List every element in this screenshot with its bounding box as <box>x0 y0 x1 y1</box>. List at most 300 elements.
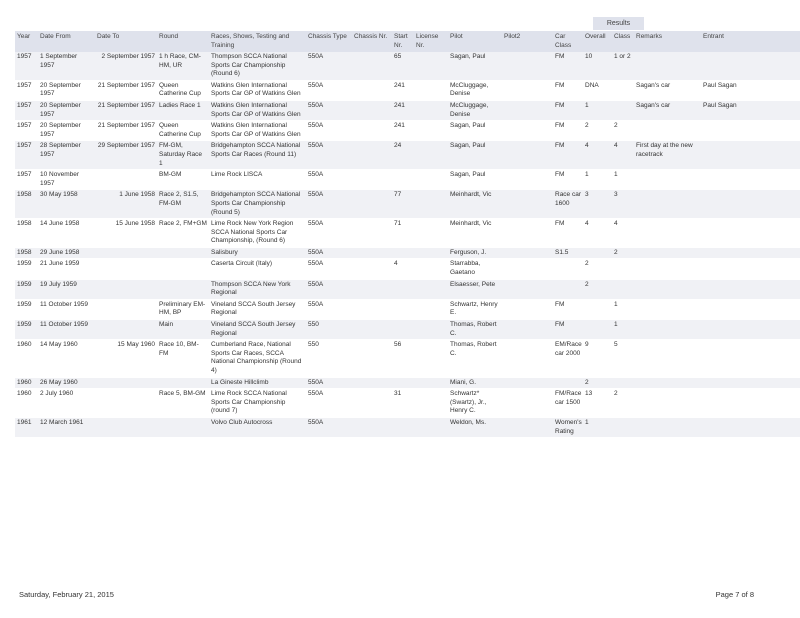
cell-chassis-nr <box>352 121 392 141</box>
cell-date-from: 20 September 1957 <box>38 80 95 100</box>
cell-pilot2 <box>502 299 553 319</box>
cell-remarks <box>634 320 701 340</box>
cell-pilot: Ferguson, J. <box>448 247 502 259</box>
col-header-start-nr: Start Nr. <box>392 31 414 52</box>
cell-overall <box>583 320 612 340</box>
cell-pilot2 <box>502 100 553 120</box>
cell-remarks <box>634 259 701 279</box>
cell-car-class <box>553 377 583 389</box>
cell-license-nr <box>414 417 448 437</box>
cell-class <box>612 100 634 120</box>
table-row <box>15 279 800 299</box>
cell-entrant: Paul Sagan <box>701 80 800 100</box>
cell-chassis-type: 550A <box>306 389 352 418</box>
cell-overall: 4 <box>583 141 612 170</box>
cell-entrant <box>701 170 800 190</box>
cell-round: FM-GM, Saturday Race 1 <box>157 141 209 170</box>
cell-round <box>157 279 209 299</box>
cell-car-class: EM/Race car 2000 <box>553 340 583 377</box>
cell-chassis-nr <box>352 100 392 120</box>
cell-start-nr: 31 <box>392 389 414 418</box>
cell-year: 1957 <box>15 52 38 80</box>
cell-start-nr: 56 <box>392 340 414 377</box>
cell-overall: 9 <box>583 340 612 377</box>
cell-pilot2 <box>502 377 553 389</box>
cell-round: Race 5, BM-GM <box>157 389 209 418</box>
cell-pilot: Schwartz, Henry E. <box>448 299 502 319</box>
cell-remarks <box>634 299 701 319</box>
cell-car-class <box>553 259 583 279</box>
cell-entrant <box>701 299 800 319</box>
cell-pilot2 <box>502 80 553 100</box>
col-header-races: Races, Shows, Testing and Training <box>209 31 306 52</box>
cell-date-to <box>95 417 157 437</box>
cell-class: 2 <box>612 247 634 259</box>
cell-remarks <box>634 52 701 80</box>
cell-races: Watkins Glen International Sports Car GP of Watkins Glen <box>209 80 306 100</box>
cell-pilot: Sagan, Paul <box>448 52 502 80</box>
col-header-date-to: Date To <box>95 31 157 52</box>
cell-entrant <box>701 259 800 279</box>
cell-start-nr <box>392 417 414 437</box>
cell-year: 1959 <box>15 279 38 299</box>
table-row <box>15 320 800 340</box>
cell-date-to: 1 June 1958 <box>95 190 157 219</box>
cell-date-from: 26 May 1960 <box>38 377 95 389</box>
cell-chassis-type: 550A <box>306 52 352 80</box>
cell-date-from: 21 June 1959 <box>38 259 95 279</box>
cell-car-class: FM <box>553 100 583 120</box>
cell-date-from: 2 July 1960 <box>38 389 95 418</box>
cell-date-to <box>95 299 157 319</box>
cell-chassis-type: 550A <box>306 247 352 259</box>
cell-entrant <box>701 190 800 219</box>
cell-date-from: 28 September 1957 <box>38 141 95 170</box>
cell-chassis-nr <box>352 340 392 377</box>
cell-pilot: Starrabba, Gaetano <box>448 259 502 279</box>
cell-license-nr <box>414 170 448 190</box>
cell-car-class: FM <box>553 320 583 340</box>
cell-chassis-nr <box>352 80 392 100</box>
col-header-pilot: Pilot <box>448 31 502 52</box>
table-row <box>15 259 800 279</box>
cell-class: 1 <box>612 299 634 319</box>
cell-date-from: 12 March 1961 <box>38 417 95 437</box>
cell-class <box>612 377 634 389</box>
cell-car-class: FM <box>553 170 583 190</box>
cell-round: Main <box>157 320 209 340</box>
cell-entrant <box>701 320 800 340</box>
cell-chassis-type: 550A <box>306 279 352 299</box>
cell-license-nr <box>414 219 448 248</box>
cell-car-class: FM <box>553 219 583 248</box>
cell-pilot: McCluggage, Denise <box>448 100 502 120</box>
cell-year: 1961 <box>15 417 38 437</box>
cell-remarks <box>634 340 701 377</box>
cell-chassis-type: 550A <box>306 100 352 120</box>
cell-class: 2 <box>612 389 634 418</box>
cell-year: 1958 <box>15 190 38 219</box>
col-header-car-class: Car Class <box>553 31 583 52</box>
cell-chassis-type: 550A <box>306 121 352 141</box>
race-results-table <box>15 31 800 438</box>
cell-class <box>612 417 634 437</box>
cell-start-nr: 241 <box>392 100 414 120</box>
cell-car-class: Women's Rating <box>553 417 583 437</box>
cell-date-from: 20 September 1957 <box>38 100 95 120</box>
cell-overall: 1 <box>583 417 612 437</box>
cell-pilot2 <box>502 279 553 299</box>
col-header-chassis-type: Chassis Type <box>306 31 352 52</box>
cell-class: 1 or 2 <box>612 52 634 80</box>
table-row <box>15 170 800 190</box>
cell-license-nr <box>414 190 448 219</box>
table-row <box>15 377 800 389</box>
cell-year: 1959 <box>15 259 38 279</box>
cell-entrant: Paul Sagan <box>701 100 800 120</box>
cell-car-class: FM <box>553 299 583 319</box>
cell-pilot2 <box>502 247 553 259</box>
cell-overall: 2 <box>583 377 612 389</box>
cell-year: 1960 <box>15 340 38 377</box>
cell-races: La Gineste Hillclimb <box>209 377 306 389</box>
cell-chassis-type: 550A <box>306 299 352 319</box>
cell-chassis-nr <box>352 259 392 279</box>
cell-start-nr: 241 <box>392 121 414 141</box>
cell-pilot: Sagan, Paul <box>448 141 502 170</box>
cell-pilot: McCluggage, Denise <box>448 80 502 100</box>
cell-remarks <box>634 279 701 299</box>
col-header-license-nr: License Nr. <box>414 31 448 52</box>
cell-pilot2 <box>502 340 553 377</box>
cell-chassis-type: 550A <box>306 190 352 219</box>
cell-chassis-nr <box>352 52 392 80</box>
table-row <box>15 100 800 120</box>
table-row <box>15 190 800 219</box>
cell-date-from: 14 May 1960 <box>38 340 95 377</box>
cell-license-nr <box>414 389 448 418</box>
cell-license-nr <box>414 299 448 319</box>
cell-date-to <box>95 247 157 259</box>
cell-pilot: Weldon, Ms. <box>448 417 502 437</box>
cell-races: Caserta Circuit (Italy) <box>209 259 306 279</box>
cell-year: 1957 <box>15 80 38 100</box>
cell-pilot2 <box>502 141 553 170</box>
col-header-date-from: Date From <box>38 31 95 52</box>
cell-pilot2 <box>502 219 553 248</box>
cell-year: 1957 <box>15 121 38 141</box>
cell-date-from: 1 September 1957 <box>38 52 95 80</box>
cell-overall: 1 <box>583 100 612 120</box>
cell-entrant <box>701 377 800 389</box>
col-header-year: Year <box>15 31 38 52</box>
col-header-entrant: Entrant <box>701 31 800 52</box>
table-row <box>15 121 800 141</box>
cell-chassis-nr <box>352 320 392 340</box>
cell-pilot: Sagan, Paul <box>448 121 502 141</box>
cell-entrant <box>701 389 800 418</box>
cell-car-class: FM <box>553 52 583 80</box>
cell-entrant <box>701 52 800 80</box>
cell-license-nr <box>414 141 448 170</box>
cell-date-from: 10 November 1957 <box>38 170 95 190</box>
col-header-overall: Overall <box>583 31 612 52</box>
cell-overall: 3 <box>583 190 612 219</box>
cell-pilot2 <box>502 259 553 279</box>
cell-races: Volvo Club Autocross <box>209 417 306 437</box>
cell-start-nr <box>392 299 414 319</box>
cell-chassis-nr <box>352 141 392 170</box>
cell-entrant <box>701 279 800 299</box>
table-row <box>15 389 800 418</box>
table-row <box>15 141 800 170</box>
cell-races: Lime Rock New York Region SCCA National Sports Car Championship, (Round 6) <box>209 219 306 248</box>
cell-races: Watkins Glen International Sports Car GP of Watkins Glen <box>209 121 306 141</box>
cell-year: 1957 <box>15 141 38 170</box>
cell-round: BM-GM <box>157 170 209 190</box>
cell-year: 1960 <box>15 377 38 389</box>
cell-chassis-nr <box>352 247 392 259</box>
cell-entrant <box>701 121 800 141</box>
cell-license-nr <box>414 247 448 259</box>
cell-date-from: 11 October 1959 <box>38 320 95 340</box>
cell-round: Queen Catherine Cup <box>157 121 209 141</box>
cell-chassis-type: 550A <box>306 259 352 279</box>
cell-round: Race 2, FM+GM <box>157 219 209 248</box>
col-header-pilot2: Pilot2 <box>502 31 553 52</box>
cell-date-to: 29 September 1957 <box>95 141 157 170</box>
cell-car-class: FM <box>553 80 583 100</box>
cell-pilot2 <box>502 417 553 437</box>
cell-pilot2 <box>502 52 553 80</box>
cell-year: 1957 <box>15 170 38 190</box>
cell-pilot: Schwartz*(Swartz), Jr., Henry C. <box>448 389 502 418</box>
cell-remarks <box>634 247 701 259</box>
cell-remarks <box>634 377 701 389</box>
cell-races: Thompson SCCA New York Regional <box>209 279 306 299</box>
cell-entrant <box>701 141 800 170</box>
cell-license-nr <box>414 320 448 340</box>
cell-chassis-type: 550A <box>306 80 352 100</box>
cell-overall: 4 <box>583 219 612 248</box>
cell-class: 4 <box>612 141 634 170</box>
cell-chassis-type: 550 <box>306 340 352 377</box>
cell-remarks <box>634 121 701 141</box>
cell-start-nr: 71 <box>392 219 414 248</box>
cell-car-class <box>553 279 583 299</box>
cell-pilot: Meinhardt, Vic <box>448 219 502 248</box>
cell-chassis-nr <box>352 170 392 190</box>
cell-start-nr: 4 <box>392 259 414 279</box>
cell-round <box>157 259 209 279</box>
cell-races: Cumberland Race, National Sports Car Races, SCCA National Championship (Round 4) <box>209 340 306 377</box>
cell-chassis-nr <box>352 190 392 219</box>
cell-car-class: Race car 1600 <box>553 190 583 219</box>
cell-chassis-nr <box>352 279 392 299</box>
cell-year: 1958 <box>15 219 38 248</box>
cell-races: Bridgehampton SCCA National Sports Car Championship (Round 5) <box>209 190 306 219</box>
cell-license-nr <box>414 279 448 299</box>
results-group-header: Results <box>593 17 644 30</box>
cell-start-nr <box>392 170 414 190</box>
table-row <box>15 417 800 437</box>
cell-start-nr: 77 <box>392 190 414 219</box>
cell-class: 1 <box>612 320 634 340</box>
cell-races: Bridgehampton SCCA National Sports Car Races (Round 11) <box>209 141 306 170</box>
cell-round: Preliminary EM-HM, BP <box>157 299 209 319</box>
cell-remarks: Sagan's car <box>634 100 701 120</box>
cell-pilot: Thomas, Robert C. <box>448 320 502 340</box>
cell-pilot: Thomas, Robert C. <box>448 340 502 377</box>
table-row <box>15 340 800 377</box>
footer-date: Saturday, February 21, 2015 <box>19 590 114 599</box>
cell-license-nr <box>414 121 448 141</box>
cell-year: 1960 <box>15 389 38 418</box>
cell-year: 1958 <box>15 247 38 259</box>
cell-pilot2 <box>502 389 553 418</box>
footer-page-number: Page 7 of 8 <box>715 590 754 599</box>
cell-year: 1957 <box>15 100 38 120</box>
cell-start-nr: 241 <box>392 80 414 100</box>
cell-start-nr: 24 <box>392 141 414 170</box>
cell-pilot: Elsaesser, Pete <box>448 279 502 299</box>
cell-chassis-type: 550A <box>306 417 352 437</box>
cell-class: 3 <box>612 190 634 219</box>
table-row <box>15 219 800 248</box>
cell-date-to <box>95 377 157 389</box>
cell-date-to <box>95 320 157 340</box>
cell-start-nr <box>392 320 414 340</box>
cell-date-from: 14 June 1958 <box>38 219 95 248</box>
cell-chassis-type: 550A <box>306 219 352 248</box>
table-row <box>15 299 800 319</box>
cell-car-class: FM <box>553 121 583 141</box>
cell-round <box>157 247 209 259</box>
cell-round: Race 10, BM-FM <box>157 340 209 377</box>
cell-remarks <box>634 417 701 437</box>
cell-round <box>157 417 209 437</box>
cell-remarks <box>634 219 701 248</box>
cell-overall: 1 <box>583 170 612 190</box>
cell-license-nr <box>414 259 448 279</box>
col-header-remarks: Remarks <box>634 31 701 52</box>
cell-races: Vineland SCCA South Jersey Regional <box>209 320 306 340</box>
cell-remarks: First day at the new racetrack <box>634 141 701 170</box>
cell-class: 4 <box>612 219 634 248</box>
cell-license-nr <box>414 100 448 120</box>
cell-date-to <box>95 389 157 418</box>
cell-date-to: 21 September 1957 <box>95 80 157 100</box>
col-header-class: Class <box>612 31 634 52</box>
cell-class: 2 <box>612 121 634 141</box>
cell-license-nr <box>414 52 448 80</box>
col-header-chassis-nr: Chassis Nr. <box>352 31 392 52</box>
cell-class <box>612 80 634 100</box>
cell-start-nr <box>392 247 414 259</box>
cell-chassis-nr <box>352 377 392 389</box>
cell-date-to <box>95 170 157 190</box>
cell-car-class: FM <box>553 141 583 170</box>
cell-car-class: S1.5 <box>553 247 583 259</box>
cell-class <box>612 259 634 279</box>
cell-chassis-type: 550A <box>306 170 352 190</box>
cell-chassis-type: 550A <box>306 377 352 389</box>
table-row <box>15 52 800 80</box>
table-row <box>15 247 800 259</box>
cell-date-to <box>95 279 157 299</box>
cell-remarks <box>634 389 701 418</box>
cell-remarks: Sagan's car <box>634 80 701 100</box>
cell-date-to: 2 September 1957 <box>95 52 157 80</box>
cell-chassis-nr <box>352 299 392 319</box>
cell-chassis-type: 550 <box>306 320 352 340</box>
cell-date-to: 21 September 1957 <box>95 100 157 120</box>
cell-license-nr <box>414 340 448 377</box>
cell-pilot: Meinhardt, Vic <box>448 190 502 219</box>
cell-overall <box>583 247 612 259</box>
header-row <box>15 31 800 52</box>
cell-round: Ladies Race 1 <box>157 100 209 120</box>
cell-overall: 2 <box>583 259 612 279</box>
cell-races: Watkins Glen International Sports Car GP of Watkins Glen <box>209 100 306 120</box>
cell-entrant <box>701 417 800 437</box>
cell-round: 1 h Race, CM-HM, UR <box>157 52 209 80</box>
cell-overall: 2 <box>583 279 612 299</box>
cell-date-from: 30 May 1958 <box>38 190 95 219</box>
cell-races: Lime Rock SCCA National Sports Car Championship (round 7) <box>209 389 306 418</box>
cell-overall <box>583 299 612 319</box>
cell-round: Race 2, S1.5, FM-GM <box>157 190 209 219</box>
cell-pilot2 <box>502 190 553 219</box>
cell-start-nr: 65 <box>392 52 414 80</box>
cell-round <box>157 377 209 389</box>
cell-car-class: FM/Race car 1500 <box>553 389 583 418</box>
cell-races: Lime Rock LISCA <box>209 170 306 190</box>
cell-entrant <box>701 340 800 377</box>
cell-remarks <box>634 170 701 190</box>
cell-overall: DNA <box>583 80 612 100</box>
cell-pilot2 <box>502 121 553 141</box>
cell-entrant <box>701 247 800 259</box>
cell-year: 1959 <box>15 320 38 340</box>
cell-chassis-nr <box>352 389 392 418</box>
cell-license-nr <box>414 80 448 100</box>
cell-races: Salisbury <box>209 247 306 259</box>
cell-date-to: 15 June 1958 <box>95 219 157 248</box>
cell-license-nr <box>414 377 448 389</box>
cell-pilot: Miani, G. <box>448 377 502 389</box>
cell-chassis-type: 550A <box>306 141 352 170</box>
cell-class: 5 <box>612 340 634 377</box>
cell-year: 1959 <box>15 299 38 319</box>
cell-pilot: Sagan, Paul <box>448 170 502 190</box>
cell-chassis-nr <box>352 219 392 248</box>
cell-overall: 2 <box>583 121 612 141</box>
cell-date-from: 11 October 1959 <box>38 299 95 319</box>
table-row <box>15 80 800 100</box>
cell-pilot2 <box>502 170 553 190</box>
cell-date-from: 29 June 1958 <box>38 247 95 259</box>
cell-class <box>612 279 634 299</box>
cell-start-nr <box>392 279 414 299</box>
cell-class: 1 <box>612 170 634 190</box>
cell-date-to <box>95 259 157 279</box>
cell-pilot2 <box>502 320 553 340</box>
cell-races: Vineland SCCA South Jersey Regional <box>209 299 306 319</box>
cell-round: Queen Catherine Cup <box>157 80 209 100</box>
cell-date-to: 15 May 1960 <box>95 340 157 377</box>
cell-date-to: 21 September 1957 <box>95 121 157 141</box>
